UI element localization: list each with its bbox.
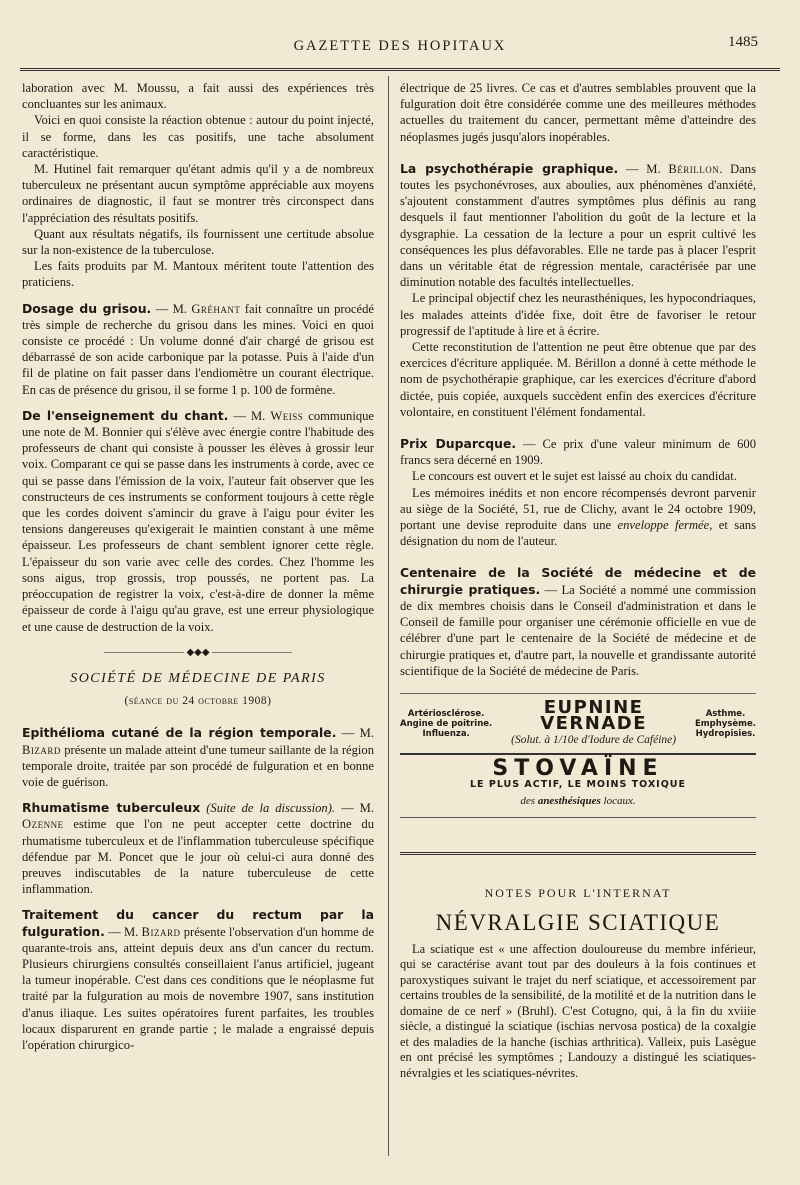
journal-title: GAZETTE DES HOPITAUX [293,38,507,54]
article-psychotherapie: La psychothérapie graphique. — M. Bérillon. Dans toutes les psychonévroses, aux aboulies, aux phénomènes d'anxiété, s'ajoutent constamment d'autres symptômes plus définis au rang desquels il faut mentionner l'abolition du goût de la lecture et la dysgraphie. La cessation de la lecture a pour un esprit cultivé les conséquences les plus défavorables. Elle ne tarde pas à placer l'esprit dans un véritable état de régression mentale, caractérisée par une diminution notable des facultés intellectuelles. [400,160,756,290]
author-name: Bizard [22,742,61,757]
ad-subtitle: (Solut. à 1/10e d'Iodure de Caféine) [511,734,677,747]
column-divider [388,76,389,1156]
author-name: Ozenne [22,817,64,832]
ad-title: STOVAÏNE [492,755,664,781]
ad-tagline-2: des anesthésiques locaux. [520,794,636,807]
article-rhumatisme: Rhumatisme tuberculeux (Suite de la discussion). — M. Ozenne estime que l'on ne peut accepter cette doctrine du rhumatisme tuberculeux et de l'inflammation tuberculeuse spécifique défendue par M. Poncet que le jour où celui-ci aura donné des preuves indiscutables de la nature tuberculeuse de cette inflammation. [22,800,374,897]
paragraph: Les mémoires inédits et non encore récompensés devront parvenir au siège de la Société, 51, rue de Clichy, avant le 24 octobre 1909, portant une devise reproduite dans une enveloppe fermée, et sans désignation du nom de l'auteur. [400,485,756,549]
page-number: 1485 [728,34,758,50]
section-heading: Epithélioma cutané de la région temporale. [22,725,337,741]
article-grisou: Dosage du grisou. — M. Gréhant fait connaître un procédé très simple de recherche du grisou dans les mines. Voici en quoi consiste ce procédé : Un volume donné d'air chargé de grisou est débarrassé de son acide carbonique par la potasse. Puis à l'aide d'un fil de platine on fait passer dans l'endiomètre un courant électrique. En cas de présence du grisou, il se forme 1 p. 100 de formène. [22,300,374,397]
advertisement-eupnine [400,693,756,749]
article-chant: De l'enseignement du chant. — M. Weiss communique une note de M. Bonnier qui s'élève avec énergie contre l'habitude des professeurs de chant qui consiste à pousser les élèves à grossir leur voix. Comparant ce qui se passe dans les instruments à corde, avec ce qui se passe dans l'émission de la voix, l'auteur fait observer que les constructeurs de ces instruments se conforment toujours à cette règle que les cordes doivent s'amincir du grave à l'aigu pour éviter les tensions dangereuses qu'exigerait le maintien constant à une même épaisseur. Les professeurs de chant semblent ignorer cette règle. L'épaisseur du son varie avec celle des cordes. Chez l'homme les sons aigus, trop grossis, trop poussés, ne portent pas. La préoccupation de registrer la voix, c'est-à-dire de donner la même épaisseur de corde à l'aigu qu'au grave, est une erreur physiologique et une cause de destruction de la voix. [22,407,375,634]
author-name: Bérillon [668,161,720,176]
section-heading: Prix Duparcque. [400,436,517,452]
author-name: Weiss [270,408,304,423]
section-label: NOTES POUR L'INTERNAT [400,852,756,901]
section-heading: Centenaire de la Société de médecine et de chirurgie pratiques. [400,565,756,597]
paragraph: laboration avec M. Moussu, a fait aussi des expériences très concluantes sur les animaux. [22,81,374,112]
ornament-divider: ———————— ◆◆◆ ———————— [103,646,293,658]
section-heading: Traitement du cancer du rectum par la fulguration. [22,907,374,939]
ad-indications-left: Artériosclérose. Angine de poitrine. Influenza. [400,709,493,740]
society-title: SOCIÉTÉ DE MÉDECINE DE PARIS [70,670,326,686]
article-centenaire: Centenaire de la Société de médecine et de chirurgie pratiques. — La Société a nommé une commission de dix membres choisis dans le Conseil d'administration et dans le Conseil de famille pour organiser une cérémonie officielle en vue de célébrer d'une part le centenaire de la Société de médecine et de chirurgie pratiques et, d'autre part, la nouvelle et grandissante autorité scientifique de la Société de médecine de Paris. [400,565,756,678]
ad-center [492,696,695,749]
section-heading: La psychothérapie graphique. [400,160,619,176]
article-rectum: Traitement du cancer du rectum par la fulguration. — M. Bizard présente l'observation d'un homme de quarante-trois ans, atteint depuis deux ans d'un cancer du rectum. Plusieurs chirurgiens consultés conseillaient l'anus artificiel, jugeant la tumeur inopérable. C'est dans ces conditions que le néoplasme fut traité par la fulguration au mois de novembre 1907, sans institution d'anus iliaque. Les suites opératoires furent parfaites, les troubles locaux disparurent en grande partie ; le malade a engraissé depuis l'opération chirurgico- [22,907,375,1052]
paragraph: Quant aux résultats négatifs, ils fournissent une certitude absolue sur la non-existence de la tuberculose. [22,226,374,258]
section-heading: De l'enseignement du chant. [22,407,229,423]
ad-title: EUPNINE VERNADE [540,696,648,735]
ad-indications-right: Asthme. Emphysème. Hydropisies. [694,709,756,740]
article-prix: Prix Duparcque. — Ce prix d'une valeur minimum de 600 francs sera décerné en 1909. [400,436,756,468]
paragraph: La sciatique est « une affection douloureuse du membre inférieur, qui se caractérise avant tout par des douleurs à la fois continues et paroxystiques suivant le trajet du nerf sciatique, et accessoirement par certains troubles de la sensibilité, de la motilité et de la nutrition dans le domaine de ce nerf » (Bruhl). C'est Cotugno, qui, à la fin du xviiie siècle, a distingué la sciatique (ischias nervosa postica) de la coxalgie et des maladies de la hanche (ischias arthritica). Valleix, puis Lasègue en ont précisé les symptômes ; Landouzy a distingué les sciatiques-névralgies et les sciatiques-névrites. [400,941,756,1080]
paragraph: Le principal objectif chez les neurasthéniques, les hypocondriaques, les malades atteints d'idée fixe, doit être de favoriser le retour progressif de l'aptitude à lire et à écrire. [400,291,756,338]
section-heading: Dosage du grisou. [22,300,152,316]
article-title: NÉVRALGIE SCIATIQUE [435,910,721,936]
paragraph: Le concours est ouvert et le sujet est laissé au choix du candidat. [412,469,737,484]
ad-tagline: LE PLUS ACTIF, LE MOINS TOXIQUE [470,778,686,790]
paragraph: Cette reconstitution de l'attention ne peut être obtenue que par des exercices d'écriture appliquée. M. Bérillon a donné à cette méthode le nom de psychothérapie graphique, car les exercices d'écriture d'abord dictée, puis copiée, auxquels succèdent enfin des exercices d'écriture volontaire, en constituent l'élément fondamental. [400,340,756,419]
section-heading: Rhumatisme tuberculeux [22,800,201,816]
article-epithelioma: Epithélioma cutané de la région temporale. — M. Bizard présente un malade atteint d'une tumeur saillante de la région temporale droite, traitée par son procédé de fulguration et en bonne voie de guérison. [22,725,374,789]
author-name: Bizard [141,924,181,939]
paragraph: électrique de 25 livres. Ce cas et d'autres semblables prouvent que la fulguration doit être considérée comme une des meilleures méthodes actuelles du traitement du cancer, permettant même d'atteindre des néoplasmes jugés jusqu'alors inopérables. [400,81,756,144]
paragraph: Les faits produits par M. Mantoux méritent toute l'attention des praticiens. [22,259,374,290]
left-column [22,80,374,1053]
right-column [400,80,756,1081]
author-name: Gréhant [191,301,241,316]
paragraph: M. Hutinel fait remarquer qu'étant admis qu'il y a de nombreux tuberculeux ne présentant aucun symptôme appréciable aux moyens ordinaires de diagnostic, il faut se montrer très circonspect dans l'appréciation des résultats positifs. [22,162,374,225]
header-rule [20,68,780,71]
session-date: (séance du 24 octobre 1908) [124,695,272,708]
paragraph: Voici en quoi consiste la réaction obtenue : autour du point injecté, il se forme, dans les cas positifs, une tache absolument caractéristique. [22,113,374,160]
advertisement-stovaine [400,753,756,819]
